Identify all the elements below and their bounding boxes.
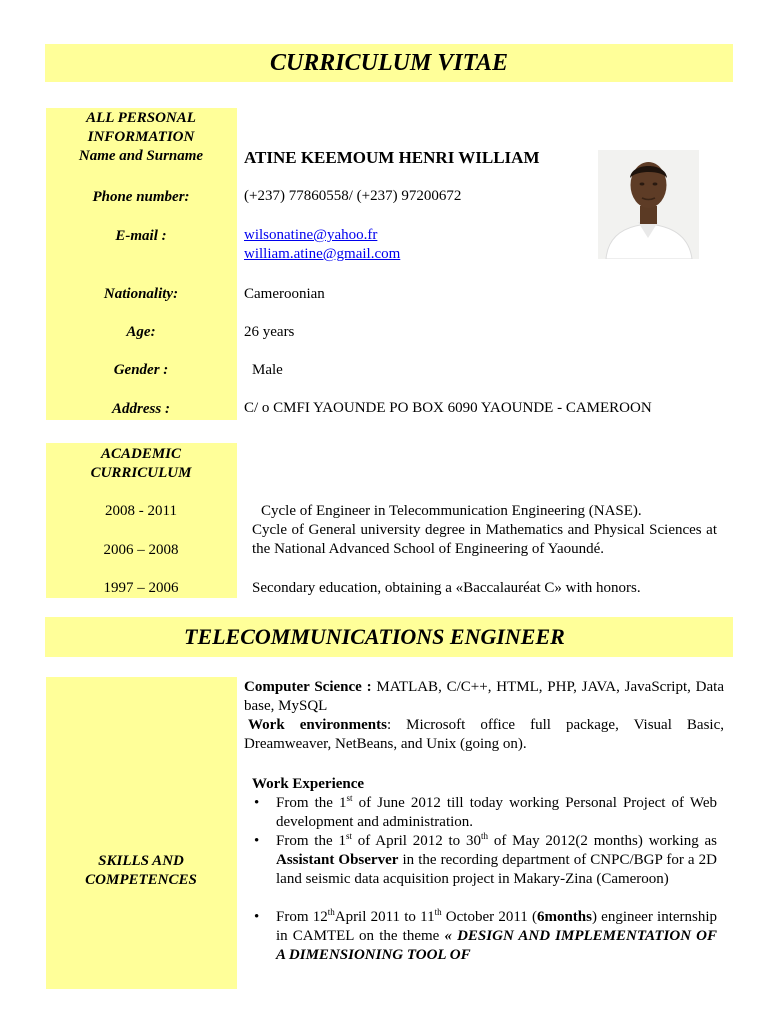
list-item: • From 12thApril 2011 to 11th October 2011 (6months) engineer internship in CAMTEL on the theme « DESIGN AND IMPLEMENTATION OF A DIMENSIONING TOOL OF bbox=[244, 908, 717, 965]
profession-title: TELECOMMUNICATIONS ENGINEER bbox=[184, 624, 565, 649]
cv-title: CURRICULUM VITAE bbox=[269, 49, 509, 76]
phone-label: Phone number: bbox=[92, 189, 190, 205]
academic-year-2: 2006 – 2008 bbox=[103, 542, 179, 558]
computer-science-label: Computer Science : bbox=[244, 679, 372, 695]
age-value: 26 years bbox=[244, 324, 295, 340]
title-banner bbox=[45, 44, 733, 82]
name-label: Name and Surname bbox=[78, 148, 204, 164]
nationality-value: Cameroonian bbox=[244, 286, 325, 302]
academic-entry-3: Secondary education, obtaining a «Baccalauréat C» with honors. bbox=[252, 580, 641, 596]
work-environments-text bbox=[244, 716, 724, 754]
list-item: • From the 1st of April 2012 to 30th of May 2012(2 months) working as Assistant Observer in the recording department of CNPC/BGP for a 2D land seismic data acquisition project in Makary-Zina (Cameroon) bbox=[244, 832, 717, 889]
email-link-gmail[interactable]: william.atine@gmail.com bbox=[244, 246, 401, 262]
work-environments-value: : Microsoft office full package, Visual Basic, Dreamweaver, NetBeans, and Unix (going on). bbox=[244, 717, 724, 752]
address-label: Address : bbox=[112, 401, 170, 417]
academic-heading-line1: ACADEMIC bbox=[100, 446, 182, 462]
gender-label: Gender : bbox=[113, 362, 169, 378]
name-value: ATINE KEEMOUM HENRI WILLIAM bbox=[244, 148, 540, 167]
personal-heading bbox=[46, 109, 236, 166]
computer-science-text bbox=[244, 678, 724, 716]
email-label: E-mail : bbox=[115, 228, 167, 244]
work-environments-label: Work environments bbox=[248, 717, 387, 733]
academic-year-1: 2008 - 2011 bbox=[105, 503, 177, 519]
phone-value: (+237) 77860558/ (+237) 97200672 bbox=[244, 188, 462, 204]
personal-heading-line1: ALL PERSONAL bbox=[86, 110, 196, 126]
academic-entry-2: Cycle of General university degree in Mathematics and Physical Sciences at the National Advanced School of Engineering of Yaoundé. bbox=[252, 522, 717, 557]
skills-heading bbox=[46, 852, 236, 890]
personal-heading-line2: INFORMATION bbox=[87, 129, 195, 145]
nationality-label: Nationality: bbox=[103, 286, 179, 302]
profession-banner bbox=[45, 617, 733, 657]
skills-label-column bbox=[46, 677, 237, 989]
skills-heading-line2: COMPETENCES bbox=[85, 872, 197, 888]
skills-heading-line1: SKILLS AND bbox=[98, 853, 184, 869]
work-experience-list bbox=[244, 794, 717, 965]
academic-entry-1: Cycle of Engineer in Telecommunication Engineering (NASE). bbox=[261, 503, 642, 519]
academic-heading bbox=[46, 445, 236, 483]
age-label: Age: bbox=[126, 324, 156, 340]
email-values bbox=[244, 226, 400, 264]
list-item: • From the 1st of June 2012 till today working Personal Project of Web development and administration. bbox=[244, 794, 717, 832]
address-value: C/ o CMFI YAOUNDE PO BOX 6090 YAOUNDE - CAMEROON bbox=[244, 400, 652, 416]
academic-heading-line2: CURRICULUM bbox=[90, 465, 192, 481]
email-link-yahoo[interactable]: wilsonatine@yahoo.fr bbox=[244, 227, 378, 243]
profile-photo bbox=[598, 150, 699, 259]
computer-science-value: MATLAB, C/C++, HTML, PHP, JAVA, JavaScript, Data base, MySQL bbox=[244, 679, 724, 714]
person-photo-icon bbox=[598, 150, 699, 259]
academic-year-3: 1997 – 2006 bbox=[103, 580, 179, 596]
work-experience-heading: Work Experience bbox=[252, 776, 365, 792]
gender-value: Male bbox=[252, 362, 283, 378]
